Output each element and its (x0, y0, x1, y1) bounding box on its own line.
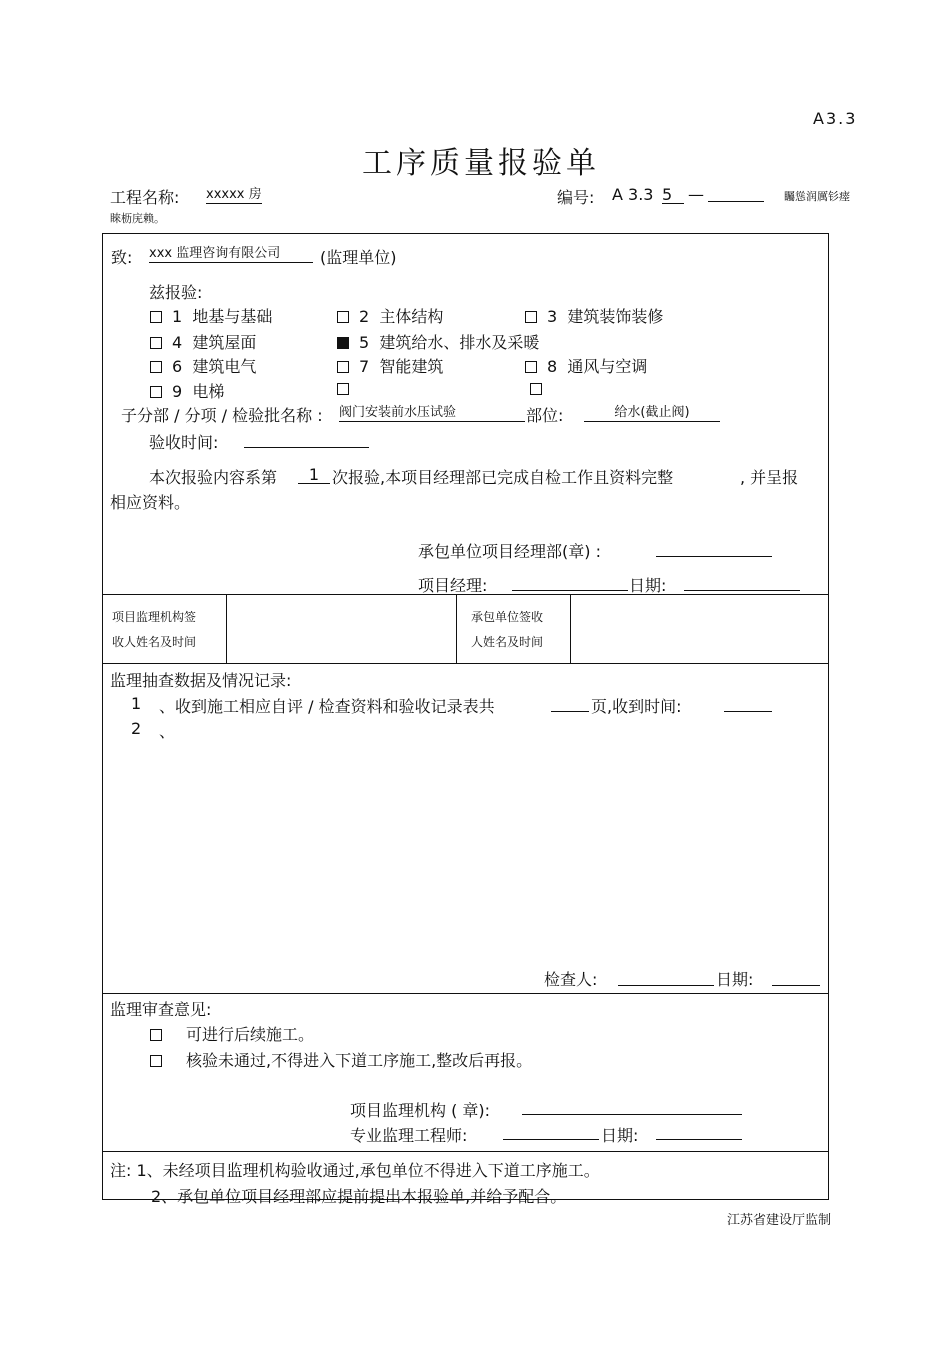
option-5[interactable]: 5 建筑给水、排水及采暖 (337, 330, 539, 353)
check-item2-text: 、 (159, 722, 176, 741)
received-time-field[interactable] (724, 711, 772, 712)
col-divider-2 (456, 594, 457, 663)
option-8[interactable]: 8 通风与空调 (525, 354, 647, 377)
pm-label: 项目经理: (418, 576, 488, 595)
supervision-seal-field[interactable] (522, 1114, 742, 1115)
inspection-text-4: 相应资料。 (110, 493, 191, 512)
checkbox-11[interactable] (530, 383, 542, 395)
engineer-date-label: 日期: (601, 1126, 639, 1145)
check-item1-num: 1 (131, 694, 142, 713)
supervision-seal-label: 项目监理机构 ( 章): (350, 1101, 491, 1120)
option-11[interactable] (530, 379, 552, 398)
review-option-2[interactable]: 核验未通过,不得进入下道工序施工,整改后再报。 (150, 1048, 532, 1071)
col-divider-1 (226, 594, 227, 663)
sign-right-label-2: 人姓名及时间 (471, 635, 544, 649)
garbled-text-left: 睞枥庑赖。 (110, 212, 165, 225)
inspector-date-field[interactable] (772, 985, 820, 986)
col-divider-3 (570, 594, 571, 663)
engineer-label: 专业监理工程师: (350, 1126, 468, 1145)
form-code: A3.3 (813, 109, 858, 128)
check-item1-page: 页,收到时间: (591, 697, 682, 716)
number-prefix: A 3.3 (612, 185, 654, 204)
check-item1-text: 、收到施工相应自评 / 检查资料和验收记录表共 (159, 697, 495, 716)
option-2[interactable]: 2 主体结构 (337, 304, 443, 327)
review-option-1[interactable]: 可进行后续施工。 (150, 1022, 314, 1045)
review-checkbox-1[interactable] (150, 1029, 162, 1041)
sign-left-label-2: 收人姓名及时间 (112, 635, 197, 649)
note-2: 2、承包单位项目经理部应提前提出本报验单,并给予配合。 (151, 1187, 567, 1206)
check-title: 监理抽查数据及情况记录: (110, 671, 292, 690)
pm-date-field[interactable] (684, 590, 800, 591)
option-4[interactable]: 4 建筑屋面 (150, 330, 256, 353)
sign-left-label-1: 项目监理机构签 (112, 610, 197, 624)
option-7[interactable]: 7 智能建筑 (337, 354, 443, 377)
to-unit: xxx 监理咨询有限公司 (149, 246, 313, 263)
accept-time-label: 验收时间: (149, 433, 219, 452)
checkbox-8[interactable] (525, 361, 537, 373)
engineer-date-field[interactable] (656, 1139, 742, 1140)
option-3[interactable]: 3 建筑装饰装修 (525, 304, 663, 327)
review-checkbox-2[interactable] (150, 1055, 162, 1067)
location-value: 给水(截止阀) (584, 405, 720, 422)
row-divider-4 (102, 1151, 829, 1152)
engineer-field[interactable] (503, 1139, 599, 1140)
checkbox-10[interactable] (337, 383, 349, 395)
checkbox-7[interactable] (337, 361, 349, 373)
inspector-field[interactable] (618, 985, 714, 986)
sub-label: 子分部 / 分项 / 检验批名称 : (121, 406, 323, 425)
pm-field[interactable] (512, 590, 628, 591)
to-suffix: (监理单位) (320, 248, 397, 267)
inspection-text-1: 本次报验内容系第 (149, 468, 278, 487)
row-divider-2 (102, 663, 829, 664)
submit-label: 兹报验: (149, 283, 203, 302)
contractor-seal-field[interactable] (656, 556, 772, 557)
page-count-field[interactable] (551, 711, 589, 712)
checkbox-5-checked[interactable] (337, 337, 349, 349)
location-label: 部位: (526, 406, 564, 425)
option-1[interactable]: 1 地基与基础 (150, 304, 272, 327)
project-name: xxxxx 房 (206, 187, 262, 202)
checkbox-2[interactable] (337, 311, 349, 323)
checkbox-3[interactable] (525, 311, 537, 323)
page-title: 工序质量报验单 (362, 146, 600, 181)
number-value: 5 (662, 187, 684, 204)
contractor-seal-label: 承包单位项目经理部(章) : (418, 542, 601, 561)
number-label: 编号: (557, 188, 595, 207)
to-label: 致: (111, 248, 133, 267)
number-dash: — (688, 185, 704, 204)
checkbox-9[interactable] (150, 386, 162, 398)
checkbox-6[interactable] (150, 361, 162, 373)
project-label: 工程名称: (110, 188, 180, 207)
inspection-text-2: 次报验,本项目经理部已完成自检工作且资料完整 (332, 468, 674, 487)
sign-right-label-1: 承包单位签收 (471, 610, 544, 624)
pm-date-label: 日期: (629, 576, 667, 595)
inspector-date-label: 日期: (716, 970, 754, 989)
checkbox-1[interactable] (150, 311, 162, 323)
checkbox-4[interactable] (150, 337, 162, 349)
check-item2-num: 2 (131, 719, 142, 738)
inspector-label: 检查人: (544, 970, 598, 989)
issuer: 江苏省建设厅监制 (727, 1213, 832, 1228)
number-suffix-line (708, 201, 764, 202)
sub-value: 阀门安装前水压试验 (339, 405, 525, 422)
option-9[interactable]: 9 电梯 (150, 379, 224, 402)
inspection-text-3: , 并呈报 (740, 468, 799, 487)
accept-time-field[interactable] (244, 447, 369, 448)
option-10[interactable] (337, 379, 359, 398)
row-divider-3 (102, 993, 829, 994)
option-6[interactable]: 6 建筑电气 (150, 354, 256, 377)
note-1: 注: 1、未经项目监理机构验收通过,承包单位不得进入下道工序施工。 (110, 1161, 600, 1180)
garbled-text-right: 矚慫润厲钐瘗 (784, 190, 850, 203)
inspection-count: 1 (298, 467, 330, 484)
review-title: 监理审查意见: (110, 1000, 212, 1019)
